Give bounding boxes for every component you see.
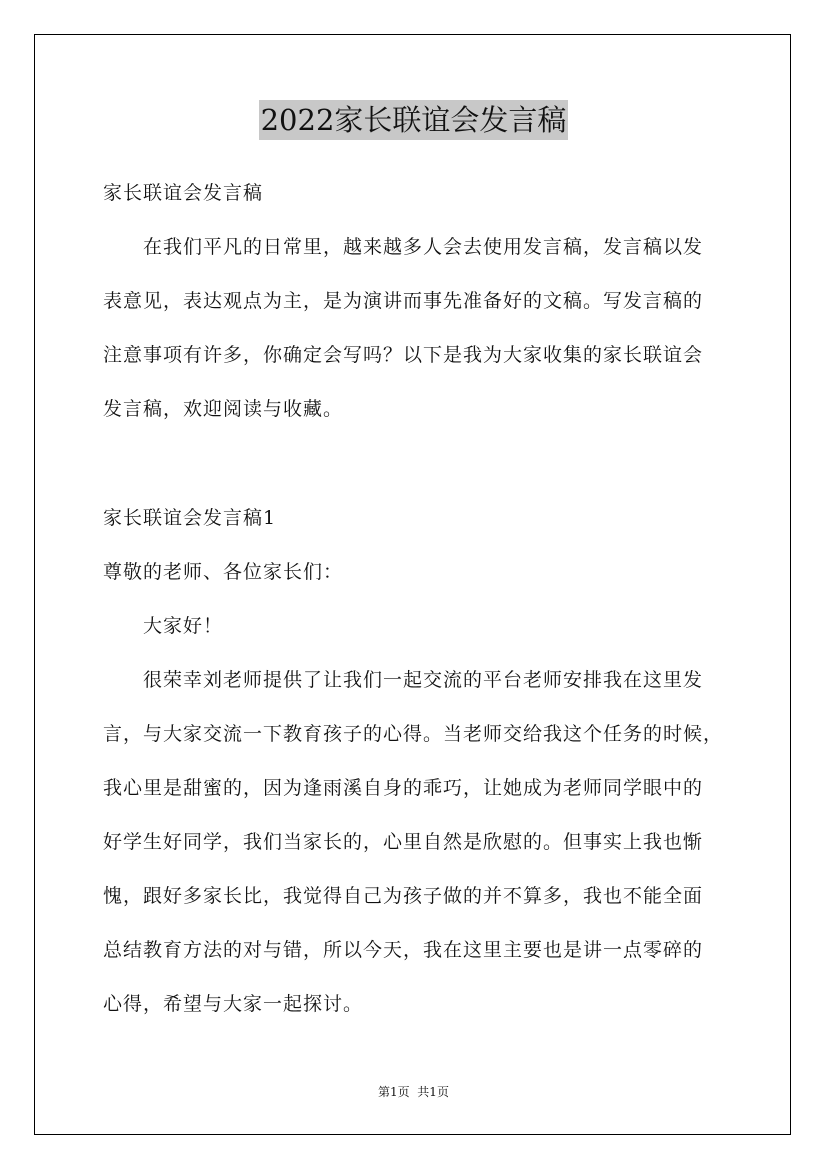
page-footer: 第1页 共1页 bbox=[378, 1085, 449, 1099]
intro-line: 发言稿，欢迎阅读与收藏。 bbox=[103, 398, 344, 420]
section-heading: 家长联谊会发言稿 bbox=[103, 182, 264, 204]
intro-line: 在我们平凡的日常里，越来越多人会去使用发言稿，发言稿以发 bbox=[143, 236, 704, 258]
document-title-block bbox=[0, 100, 827, 140]
body-line: 好学生好同学，我们当家长的，心里自然是欣慰的。但事实上我也惭 bbox=[103, 831, 704, 853]
body-line: 总结教育方法的对与错，所以今天，我在这里主要也是讲一点零碎的 bbox=[103, 939, 704, 961]
body-line: 言，与大家交流一下教育孩子的心得。当老师交给我这个任务的时候， bbox=[103, 723, 724, 745]
body-line: 我心里是甜蜜的，因为逢雨溪自身的乖巧，让她成为老师同学眼中的 bbox=[103, 777, 704, 799]
body-line: 心得，希望与大家一起探讨。 bbox=[103, 993, 364, 1015]
document-title: 2022家长联谊会发言稿 bbox=[259, 100, 569, 140]
intro-line: 表意见，表达观点为主，是为演讲而事先准备好的文稿。写发言稿的 bbox=[103, 290, 704, 312]
intro-line: 注意事项有许多，你确定会写吗？以下是我为大家收集的家长联谊会 bbox=[103, 344, 704, 366]
section-heading: 家长联谊会发言稿1 bbox=[103, 507, 277, 529]
greeting: 大家好！ bbox=[143, 615, 224, 637]
body-line: 很荣幸刘老师提供了让我们一起交流的平台老师安排我在这里发 bbox=[143, 669, 704, 691]
salutation: 尊敬的老师、各位家长们： bbox=[103, 561, 344, 583]
body-line: 愧，跟好多家长比，我觉得自己为孩子做的并不算多，我也不能全面 bbox=[103, 885, 704, 907]
